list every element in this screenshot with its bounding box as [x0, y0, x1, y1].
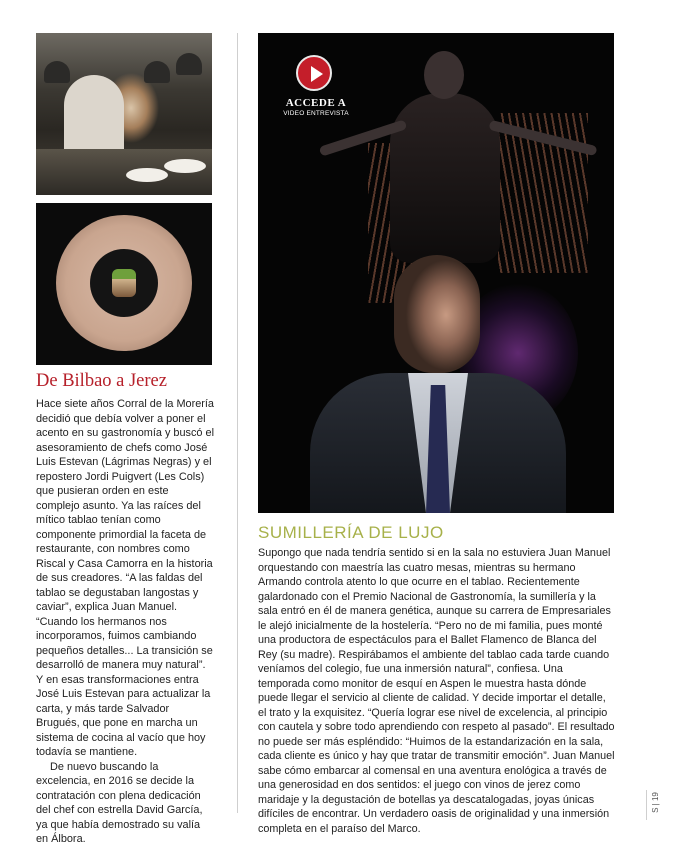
left-article-heading: De Bilbao a Jerez [36, 371, 167, 391]
page-number-text: S | 19 [650, 792, 660, 813]
paragraph: Hace siete años Corral de la Morería decidió que debía volver a poner el acento en su gastronomía y buscó el asesoramiento de chefs como José Luis Estevan (Lágrimas Negras) y el repostero Jordi Puigvert (Les Cols) que pusieran orden en este complejo asunto. Ya las raíces del mítico tablao tenían como componente primordial la faceta de restaurante, con nombres como Riscal y Casa Camorra en la historia de sus creadores. “A las faldas del tablao se degustaban langostas y caviar”, explica Juan Manuel. “Cuando los hermanos nos incorporamos, fuimos cambiando pequeños detalles... La transición se desarrolló de manera muy natural”. Y en esas transformaciones entra José Luis Estevan para actualizar la carta, y más tarde Salvador Brugués, que pone en marcha un sistema de cocina al vacío que hoy todavía se mantiene. [36, 398, 214, 758]
paragraph: Supongo que nada tendría sentido si en la sala no estuviera Juan Manuel orquestando con maestría las cuatro mesas, mientras su hermano Armando controla atento lo que ocurre en el tablao. Recientemente galardonado con el Premio Nacional de Gastronomía, la sumillería y la sala entró en él de manera genética, aunque su carrera de Empresariales le alejó inicialmente de la hostelería. “Pero no de mi familia, pues monté una productora de espectáculos para el Ballet Flamenco de Blanca del Rey (su madre). Respirábamos el ambiente del tablao cada tarde cuando veníamos del colegio, fue una inmersión natural”, confiesa. Una temporada como monitor de esquí en Aspen le muestra hasta dónde puede llegar el servicio al cliente de calidad. Y decide importar el detalle, el trato y la exquisitez. “Quería lograr ese nivel de excelencia, al principio con cautela y sobre todo aprendiendo con respeto al pasado”. El resultado no puede ser más espléndido: “Huimos de la estandarización en la sala, cada cliente es único y hay que tratar de transmitir emoción”. Juan Manuel sabe cómo embarcar al comensal en una aventura enológica a través de una generosidad en dos sentidos: el juego con vinos de jerez como maridaje y la degustación de botellas ya descatalogadas, joyas únicas difíciles de encontrar. Un verdadero oasis de originalidad y una inmersión completa en el paraíso del Marco. [258, 547, 615, 835]
dish-photo [36, 203, 212, 365]
lamp-shape [144, 61, 170, 83]
play-icon [311, 66, 323, 82]
plate-shape [126, 168, 168, 182]
page-number [646, 790, 659, 820]
lamp-shape [44, 61, 70, 83]
man-head [394, 255, 480, 373]
right-article-heading: SUMILLERÍA DE LUJO [258, 523, 444, 542]
dancer-body [390, 93, 500, 263]
lamp-shape [176, 53, 202, 75]
food-item [112, 269, 136, 297]
dancer-head [424, 51, 464, 99]
play-video-button[interactable] [296, 55, 332, 91]
column-divider [237, 33, 238, 813]
plate-shape [164, 159, 206, 173]
video-title: ACCEDE A [285, 97, 347, 109]
right-article-body [258, 546, 616, 836]
video-subtitle: VIDEO ENTREVISTA [283, 110, 349, 117]
kitchen-photo [36, 33, 212, 195]
left-article-body [36, 397, 214, 847]
paragraph: De nuevo buscando la excelencia, en 2016 se decide la contratación con plena dedicación del chef con estrella David García, ya que había demostrado su valía en Álbora. [36, 760, 203, 845]
video-label[interactable] [281, 97, 351, 117]
